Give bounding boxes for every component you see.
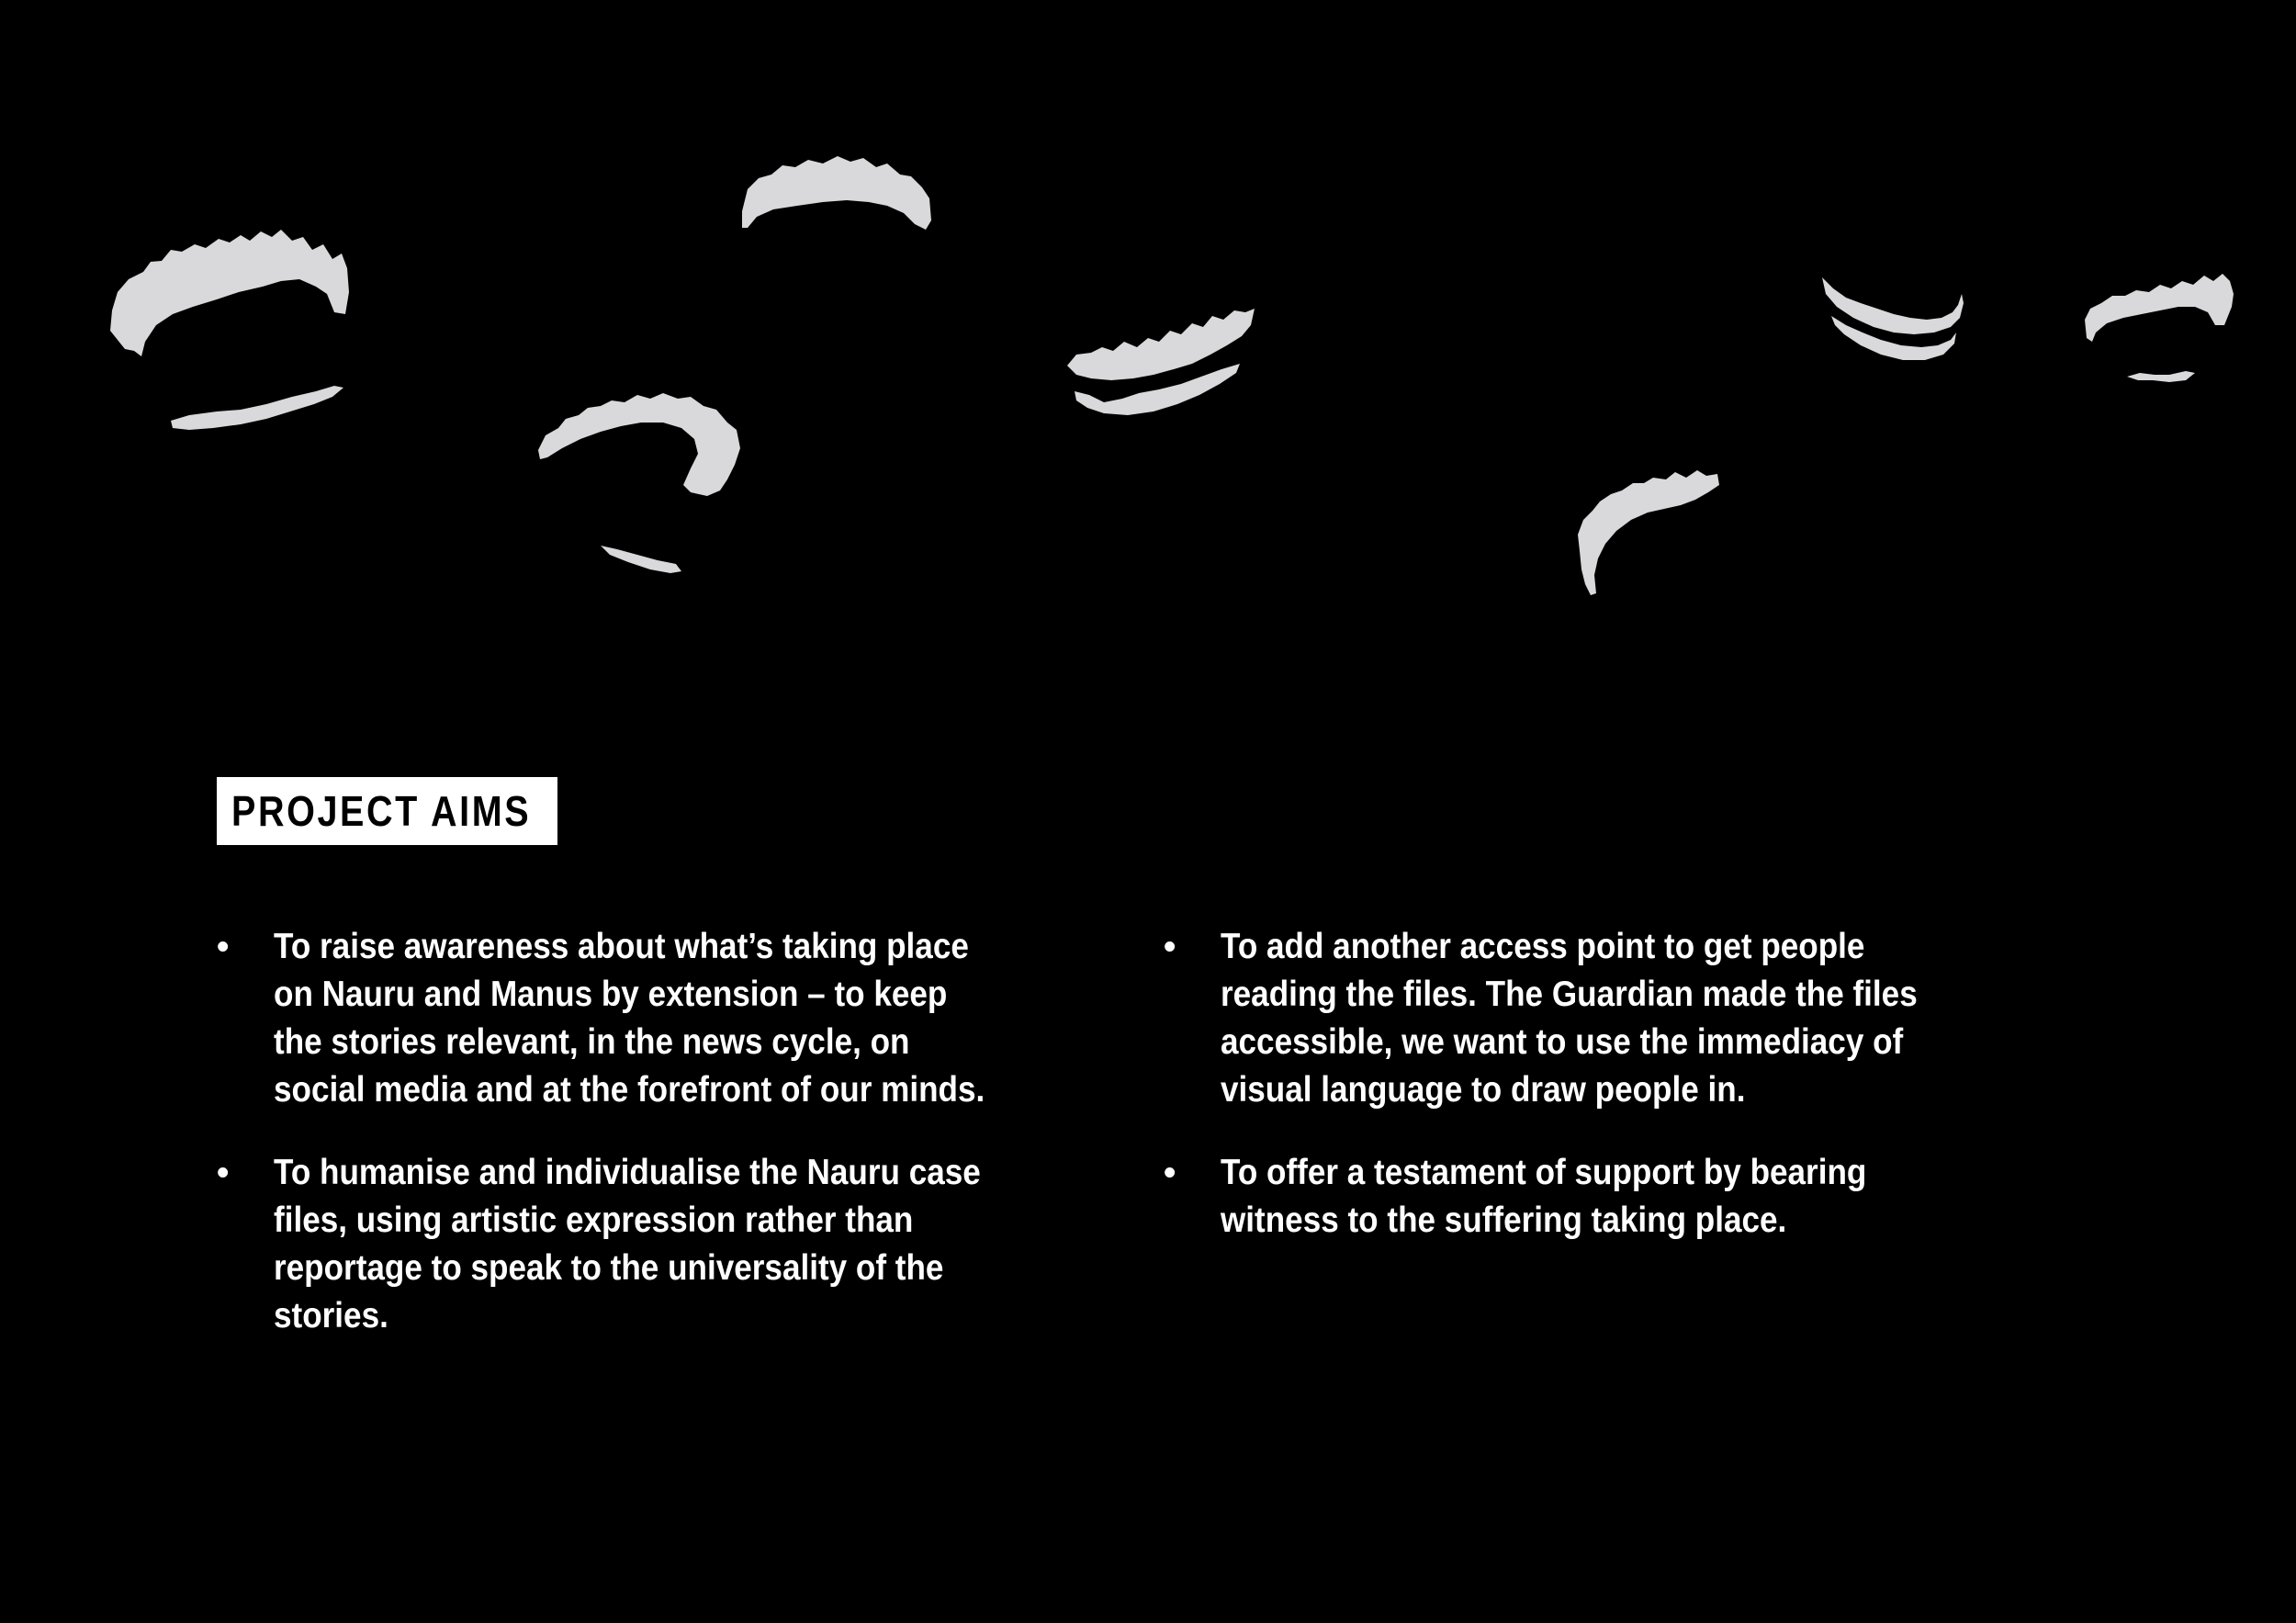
mouth-4-icon [1067, 309, 1255, 415]
mouth-6-icon [1822, 277, 1964, 360]
aim-text: To humanise and individualise the Nauru case files, using artistic expression rather than reportage to speak to the universality of the stories. [274, 1153, 981, 1336]
mouth-7-icon [2085, 274, 2234, 382]
aims-right-column [1164, 923, 1935, 1279]
teeth-illustration [0, 0, 2296, 643]
bullet-icon: • [217, 928, 230, 966]
aims-left-column [217, 923, 988, 1375]
aim-item [217, 1149, 988, 1340]
bullet-icon: • [1164, 928, 1176, 966]
aim-item [217, 923, 988, 1114]
aim-text: To raise awareness about what’s taking place on Nauru and Manus by extension – to keep the stories relevant, in the news cycle, on social media and at the forefront of our minds. [274, 927, 985, 1110]
bullet-icon: • [217, 1154, 230, 1192]
bullet-icon: • [1164, 1154, 1176, 1192]
aim-item [1164, 923, 1935, 1114]
heading-text: PROJECT AIMS [231, 787, 532, 835]
mouth-1-icon [110, 230, 349, 430]
aim-text: To add another access point to get people reading the files. The Guardian made the files accessible, we want to use the immediacy of visual language to draw people in. [1221, 927, 1918, 1110]
project-aims-heading [217, 777, 557, 845]
mouth-5-icon [1578, 470, 1719, 595]
mouth-3-icon [538, 393, 740, 573]
aim-item [1164, 1149, 1935, 1245]
mouth-2-icon [742, 156, 931, 230]
aim-text: To offer a testament of support by bearing witness to the suffering taking place. [1221, 1153, 1867, 1240]
